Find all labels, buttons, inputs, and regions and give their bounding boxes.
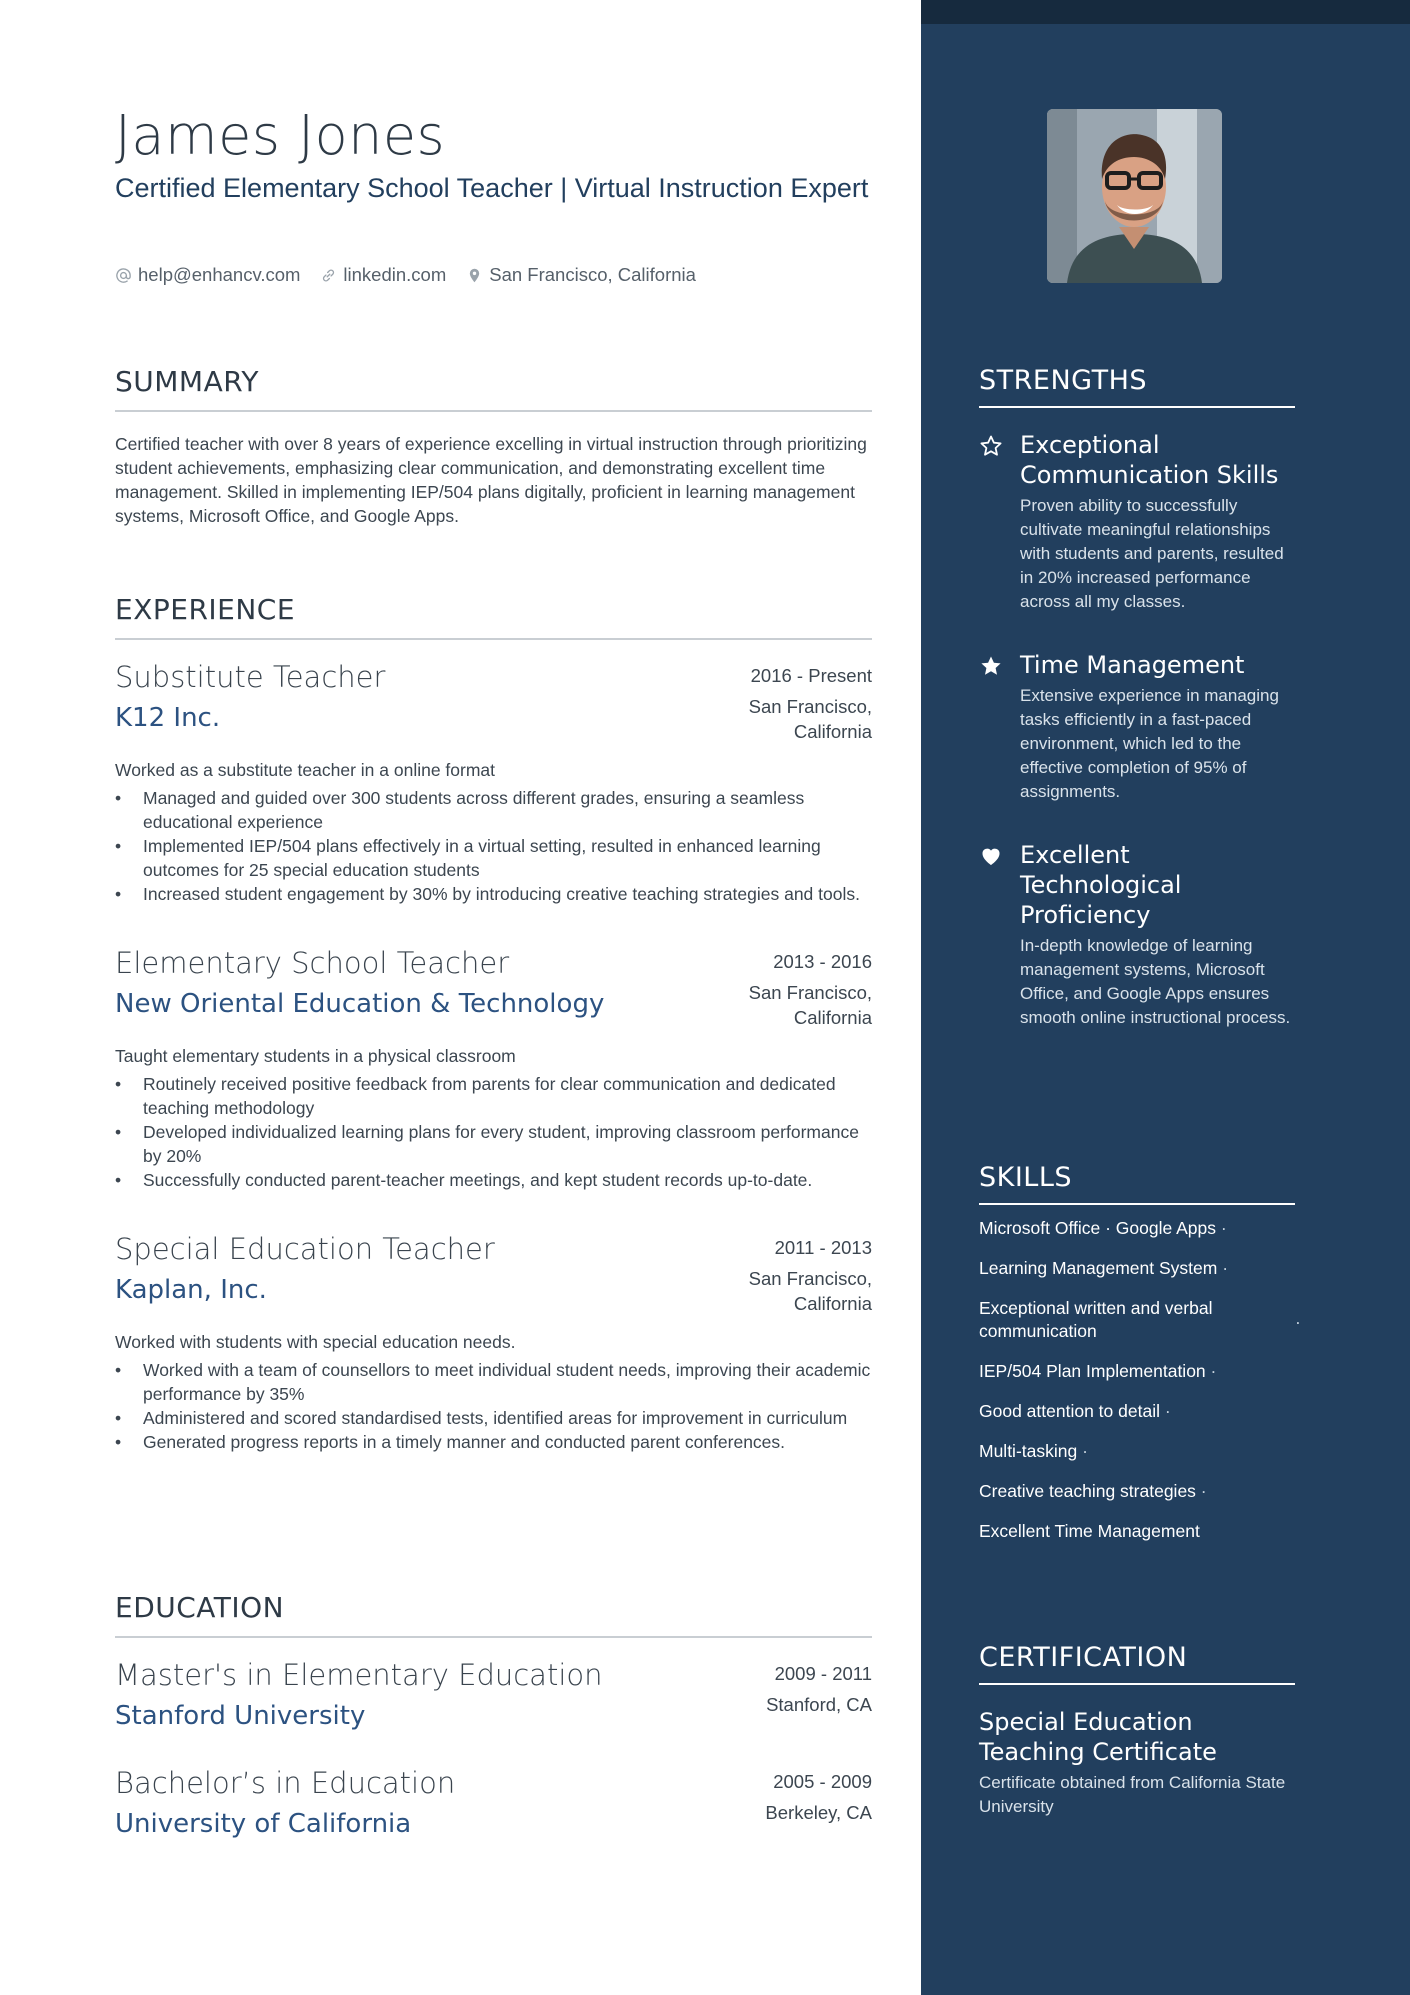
job-location: San Francisco, California [748,982,872,1028]
star-filled-icon [979,654,1003,678]
experience-entry [115,944,872,1192]
skills-title: SKILLS [979,1162,1295,1205]
strength-description: Proven ability to successfully cultivate meaningful relationships with students and parents, resulted in 20% increased performance across all my classes. [1020,496,1284,611]
company-name: New Oriental Education & Technology [115,989,605,1019]
bullet-item: • Implemented IEP/504 plans effectively in a virtual setting, resulted in enhanced learning outcomes for 25 special education students [115,834,872,882]
strength-description: In-depth knowledge of learning management systems, Microsoft Office, and Google Apps ensures smooth online instructional process. [1020,936,1291,1027]
skill-item [979,1440,1295,1463]
skill-separator: · [1220,1218,1227,1238]
contact-location [466,264,696,286]
job-title: Elementary School Teacher [115,946,510,980]
strength-description: Extensive experience in managing tasks efficiently in a fast-paced environment, which led to the effective completion of 95% of assignments. [1020,686,1279,801]
sidebar [921,0,1410,1995]
certification-title: CERTIFICATION [979,1642,1295,1685]
education-title: EDUCATION [115,1591,872,1638]
skill-separator: · [1200,1481,1207,1501]
skill-label: Microsoft Office · Google Apps [979,1218,1217,1238]
skill-label: IEP/504 Plan Implementation [979,1361,1206,1381]
skill-item [979,1297,1301,1343]
job-title: Substitute Teacher [115,660,386,694]
company-name: K12 Inc. [115,703,221,733]
job-dates: 2013 - 2016 [773,951,872,972]
bullet-item: • Generated progress reports in a timely manner and conducted parent conferences. [115,1430,872,1454]
skill-item [979,1400,1295,1423]
education-dates: 2009 - 2011 [774,1663,872,1684]
link-icon [320,267,337,284]
degree-name: Bachelor’s in Education [115,1766,456,1800]
strength-item [979,430,1295,614]
certificate-description: Certificate obtained from California State University [979,1773,1286,1816]
job-title: Special Education Teacher [115,1232,495,1266]
contact-email[interactable] [115,264,300,286]
education-entry [115,1656,872,1734]
strengths-title: STRENGTHS [979,365,1295,408]
headline: Certified Elementary School Teacher | Virtual Instruction Expert [115,173,869,203]
certification-section [979,1642,1295,1819]
experience-title: EXPERIENCE [115,593,872,640]
strength-title: Exceptional Communication Skills [1020,431,1279,489]
bullet-item: • Developed individualized learning plans for every student, improving classroom performance by 20% [115,1120,872,1168]
sidebar-top-bar [921,0,1410,24]
job-bullets [115,786,872,906]
heart-icon [979,844,1003,868]
strength-title: Time Management [1020,651,1245,679]
contact-bar [115,264,696,286]
education-location: Berkeley, CA [765,1802,872,1823]
skill-separator: · [1164,1401,1171,1421]
skill-label: Learning Management System [979,1258,1218,1278]
job-dates: 2016 - Present [750,665,872,686]
skill-label: Excellent Time Management [979,1521,1200,1541]
job-location: San Francisco, California [748,696,872,742]
strength-item [979,840,1295,1030]
skill-separator: · [1210,1361,1217,1381]
strength-title: Excellent Technological Proficiency [1020,841,1182,929]
experience-entry [115,1230,872,1454]
strength-item [979,650,1295,804]
skill-separator: · [1295,1312,1301,1332]
bullet-item: • Administered and scored standardised tests, identified areas for improvement in curriculum [115,1406,872,1430]
bullet-item: • Managed and guided over 300 students across different grades, ensuring a seamless educational experience [115,786,872,834]
skill-label: Good attention to detail [979,1401,1160,1421]
school-name: Stanford University [115,1701,366,1731]
contact-linkedin[interactable] [320,264,446,286]
job-description: Taught elementary students in a physical classroom [115,1046,516,1066]
skill-item [979,1360,1295,1383]
degree-name: Master's in Elementary Education [115,1658,603,1692]
certificate-name: Special Education Teaching Certificate [979,1708,1217,1766]
education-location: Stanford, CA [766,1694,872,1715]
skill-item [979,1217,1295,1240]
school-name: University of California [115,1809,412,1839]
at-sign-icon [115,267,132,284]
job-location: San Francisco, California [748,1268,872,1314]
skill-list [979,1217,1301,1543]
candidate-name: James Jones [115,104,446,167]
education-entry [115,1764,872,1842]
summary-text: Certified teacher with over 8 years of experience excelling in virtual instruction through prioritizing student achievements, emphasizing clear communication, and demonstrating excellent time management. Skilled in implementing IEP/504 plans digitally, proficient in learning management systems, Microsoft Office, and Google Apps. [115,434,867,526]
profile-photo-icon [1047,109,1222,283]
skill-item [979,1520,1295,1543]
skill-item [979,1257,1295,1280]
job-dates: 2011 - 2013 [774,1237,872,1258]
skill-separator: · [1222,1258,1229,1278]
skill-label: Creative teaching strategies [979,1481,1196,1501]
star-outline-icon [979,434,1003,458]
summary-section [115,365,872,528]
strengths-section [979,365,1295,1030]
avatar [1047,109,1222,283]
skill-label: Multi-tasking [979,1441,1078,1461]
experience-section [115,593,872,1454]
bullet-item: • Worked with a team of counsellors to meet individual student needs, improving their academic performance by 35% [115,1358,872,1406]
job-bullets [115,1358,872,1454]
bullet-item: • Increased student engagement by 30% by introducing creative teaching strategies and tools. [115,882,872,906]
job-description: Worked with students with special education needs. [115,1332,516,1352]
email-text: help@enhancv.com [138,264,301,285]
job-bullets [115,1072,872,1192]
education-dates: 2005 - 2009 [773,1771,872,1792]
job-description: Worked as a substitute teacher in a online format [115,760,496,780]
education-section [115,1591,872,1842]
skill-item [979,1480,1295,1503]
location-pin-icon [466,267,483,284]
summary-title: SUMMARY [115,365,872,412]
skills-section [979,1162,1301,1543]
bullet-item: • Successfully conducted parent-teacher meetings, and kept student records up-to-date. [115,1168,872,1192]
linkedin-text: linkedin.com [343,264,447,285]
skill-label: Exceptional written and verbal communication [979,1298,1213,1341]
experience-entry [115,658,872,906]
location-text: San Francisco, California [489,264,696,285]
skill-separator: · [1082,1441,1088,1461]
company-name: Kaplan, Inc. [115,1275,267,1305]
bullet-item: • Routinely received positive feedback from parents for clear communication and dedicated teaching methodology [115,1072,872,1120]
